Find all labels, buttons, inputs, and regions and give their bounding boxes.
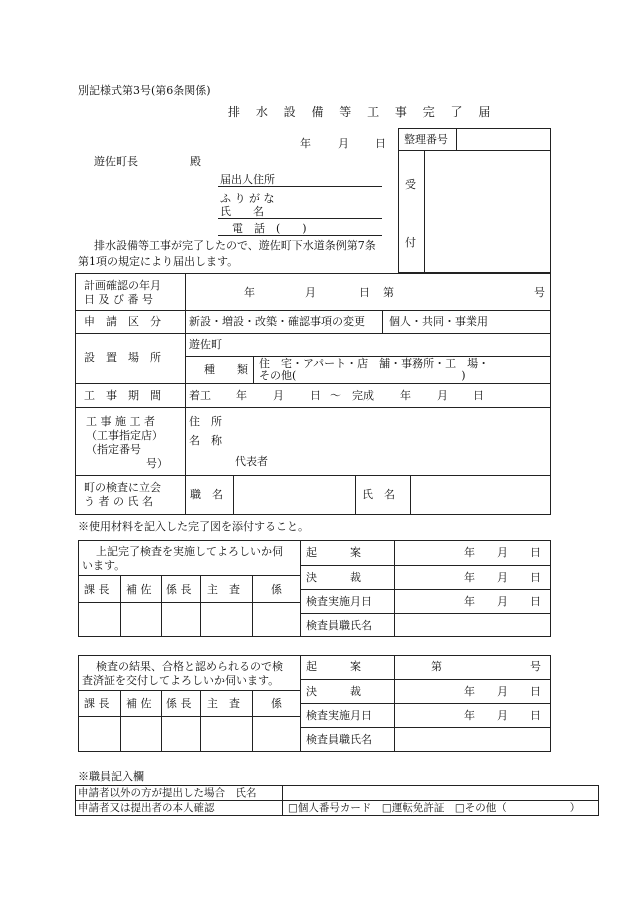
category-owner[interactable]: 個人・共同・事業用 xyxy=(389,315,488,328)
approval2-kessai-date: 年 月 日 xyxy=(464,685,541,698)
approval2-role-shusa: 主 査 xyxy=(207,697,240,710)
applicant-address-label: 届出人住所 xyxy=(220,173,275,186)
approval1-role-hosa: 補 佐 xyxy=(126,583,152,596)
plan-year: 年 xyxy=(244,286,255,299)
plan-label-2: 日 及 び 番 号 xyxy=(84,293,153,306)
honorific: 殿 xyxy=(190,155,201,168)
contractor-rep-label: 代表者 xyxy=(235,455,268,468)
approval1-text-1: 上記完了検査を実施してよろしいか伺 xyxy=(96,545,283,558)
witness-label-2: う 者 の 氏 名 xyxy=(84,495,153,508)
applicant-name-line[interactable] xyxy=(218,218,382,219)
approval1-role-kacho: 課 長 xyxy=(84,583,110,596)
statement-line-2: 第1項の規定により届出します。 xyxy=(78,255,239,268)
plan-go: 号 xyxy=(534,286,545,299)
period-end-label: 完成 xyxy=(352,389,374,402)
reception-uke: 受 xyxy=(405,178,416,191)
staff-row2-options[interactable]: □個人番号カード □運転免許証 □その他（ ） xyxy=(288,802,581,814)
approval1-role-kakaricho: 係 長 xyxy=(166,583,192,596)
page-title: 排 水 設 備 等 工 事 完 了 届 xyxy=(228,105,497,119)
approval1-kessai-label: 決 裁 xyxy=(306,571,361,584)
contractor-label-4: 号） xyxy=(146,457,168,470)
applicant-phone-label: 電 話 ( ) xyxy=(232,222,307,235)
contractor-address-label: 住 所 xyxy=(189,415,222,428)
form-reference: 別記様式第3号(第6条関係) xyxy=(78,84,211,97)
staff-row1-field[interactable] xyxy=(284,787,597,799)
attachment-note: ※使用材料を記入した完了図を添付すること。 xyxy=(78,520,309,533)
approval1-text-2: います。 xyxy=(82,559,126,572)
period-end-day: 日 xyxy=(473,389,484,402)
approval1-kessai-date: 年 月 日 xyxy=(464,571,541,584)
approval2-inspection-date: 年 月 日 xyxy=(464,709,541,722)
approval2-inspection-date-label: 検査実施月日 xyxy=(306,709,372,722)
registry-number-field[interactable] xyxy=(458,131,549,148)
date-month-label: 月 xyxy=(338,137,349,150)
applicant-phone-line[interactable] xyxy=(218,235,382,236)
approval1-inspection-date-label: 検査実施月日 xyxy=(306,595,372,608)
witness-name-label: 氏 名 xyxy=(362,488,395,501)
approval2-text-1: 検査の結果、合格と認められるので検 xyxy=(96,660,283,673)
kind-label: 種 類 xyxy=(204,363,248,376)
period-end-year: 年 xyxy=(400,389,411,402)
applicant-furigana-label: ふ り が な xyxy=(220,192,275,205)
witness-name-field[interactable] xyxy=(412,478,549,512)
applicant-name-label: 氏 名 xyxy=(220,205,264,218)
approval2-kessai-label: 決 裁 xyxy=(306,685,361,698)
plan-label-1: 計画確認の年月 xyxy=(84,279,161,292)
approval1-kian-date: 年 月 日 xyxy=(464,546,541,559)
contractor-name-label: 名 称 xyxy=(189,434,222,447)
staff-row1-label: 申請者以外の方が提出した場合 氏名 xyxy=(78,787,257,799)
location-label: 設 置 場 所 xyxy=(84,351,161,364)
staff-heading: ※職員記入欄 xyxy=(78,770,144,783)
approval2-role-kakaricho: 係 長 xyxy=(166,697,192,710)
approval1-role-shusa: 主 査 xyxy=(207,583,240,596)
reception-tsuke: 付 xyxy=(405,236,416,249)
statement-line-1: 排水設備等工事が完了したので、遊佐町下水道条例第7条 xyxy=(94,239,376,252)
date-day-label: 日 xyxy=(375,137,386,150)
contractor-label-3: （指定番号 xyxy=(86,443,141,456)
approval2-kian-number: 第 号 xyxy=(431,660,541,673)
contractor-label-1: 工 事 施 工 者 xyxy=(86,415,155,428)
period-tilde: ～ xyxy=(330,389,341,402)
staff-row2-label: 申請者又は提出者の本人確認 xyxy=(78,802,215,814)
period-start-year: 年 xyxy=(236,389,247,402)
period-label: 工 事 期 間 xyxy=(84,389,161,402)
category-label: 申 請 区 分 xyxy=(84,315,161,328)
kind-options-2[interactable]: その他( ) xyxy=(259,369,466,382)
approval2-kian-label: 起 案 xyxy=(306,660,361,673)
contractor-label-2: （工事指定店） xyxy=(86,429,163,442)
location-value[interactable]: 遊佐町 xyxy=(189,338,222,351)
date-year-label: 年 xyxy=(300,137,311,150)
approval1-kian-label: 起 案 xyxy=(306,546,361,559)
period-start-month: 月 xyxy=(273,389,284,402)
period-start-label: 着工 xyxy=(189,389,211,402)
period-start-day: 日 xyxy=(310,389,321,402)
approval1-inspection-date: 年 月 日 xyxy=(464,595,541,608)
approval2-role-hosa: 補 佐 xyxy=(126,697,152,710)
applicant-address-line[interactable] xyxy=(218,186,382,187)
witness-title-field[interactable] xyxy=(235,478,353,512)
approval2-role-kakari: 係 xyxy=(271,697,282,710)
plan-dai: 第 xyxy=(383,286,394,299)
addressee: 遊佐町長 xyxy=(94,155,138,168)
approval1-inspector-label: 検査員職氏名 xyxy=(306,619,372,632)
kind-options-1[interactable]: 住 宅・アパート・店 舗・事務所・工 場・ xyxy=(259,357,490,370)
approval2-text-2: 査済証を交付してよろしいか伺います。 xyxy=(82,674,280,687)
witness-label-1: 町の検査に立会 xyxy=(84,481,161,494)
witness-title-label: 職 名 xyxy=(190,488,223,501)
approval2-role-kacho: 課 長 xyxy=(84,697,110,710)
approval2-inspector-label: 検査員職氏名 xyxy=(306,733,372,746)
category-types[interactable]: 新設・増設・改築・確認事項の変更 xyxy=(189,315,365,328)
approval1-role-kakari: 係 xyxy=(271,583,282,596)
plan-day: 日 xyxy=(359,286,370,299)
period-end-month: 月 xyxy=(437,389,448,402)
plan-month: 月 xyxy=(305,286,316,299)
registry-number-label: 整理番号 xyxy=(404,133,448,146)
